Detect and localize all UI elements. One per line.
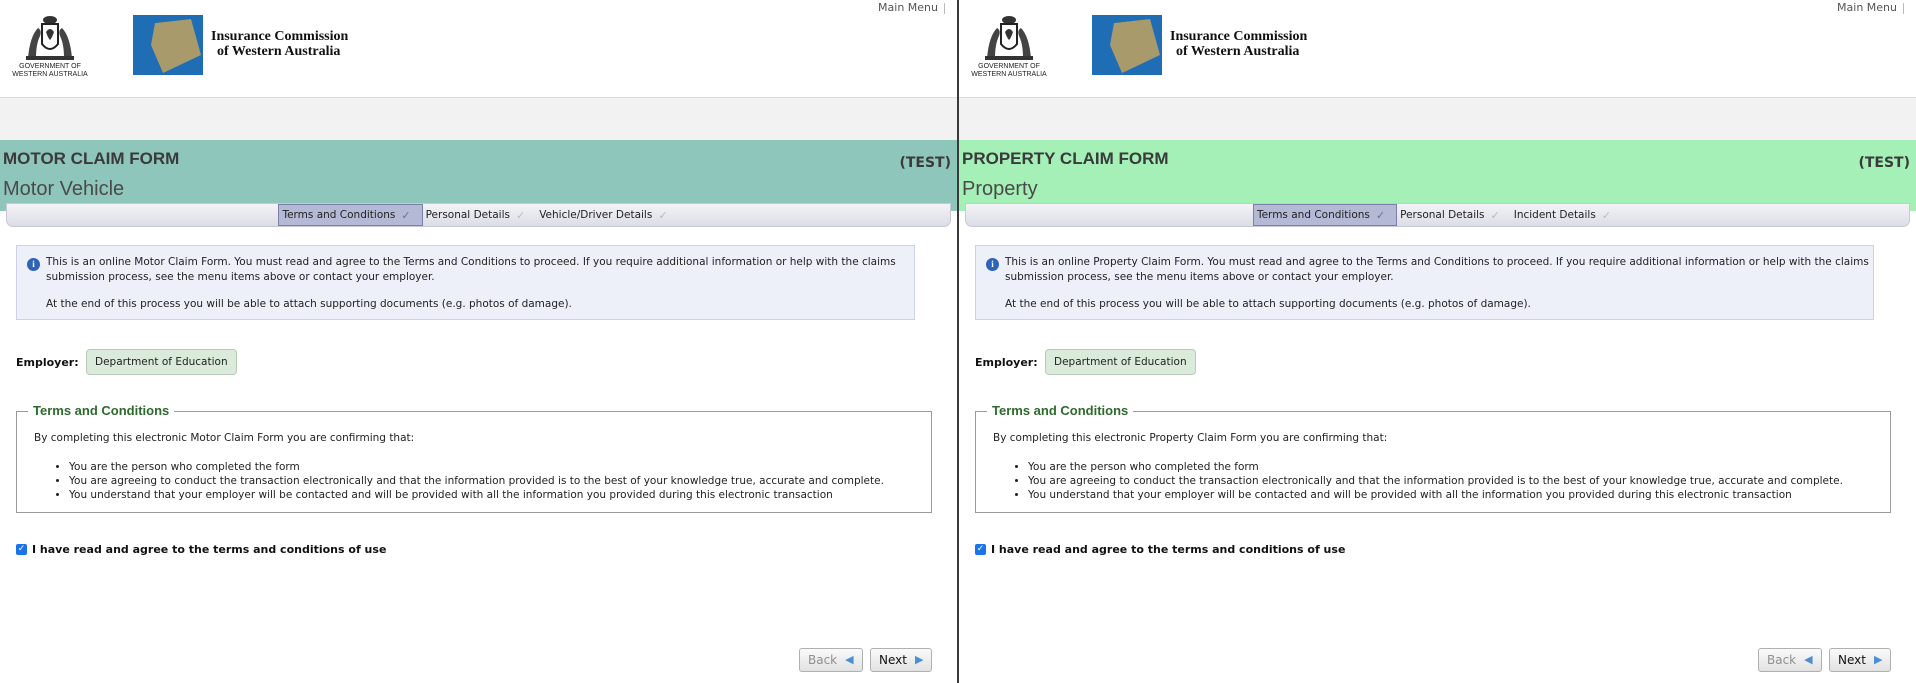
next-button-label: Next <box>879 653 907 667</box>
terms-list <box>993 460 1843 502</box>
environment-badge: (TEST) <box>899 155 951 171</box>
back-button[interactable] <box>1758 648 1822 672</box>
terms-intro: By completing this electronic Motor Claim Form you are confirming that: <box>34 432 415 444</box>
property-claim-pane <box>959 0 1916 683</box>
employer-button[interactable]: Department of Education <box>1045 349 1196 375</box>
form-title: PROPERTY CLAIM FORM <box>962 149 1169 168</box>
tab-personal-details[interactable] <box>1397 204 1511 226</box>
tab-label: Terms and Conditions <box>282 209 396 221</box>
back-button-label: Back <box>1767 653 1797 667</box>
organisation-name <box>1170 29 1307 59</box>
employer-label: Employer: <box>16 356 79 369</box>
icwa-logo-icon <box>1092 15 1162 75</box>
organisation-name-line2: of Western Australia <box>1176 44 1300 59</box>
gov-logo-line1: GOVERNMENT OF <box>19 63 81 70</box>
terms-item: • You are agreeing to conduct the transaction electronically and that the information provided is to the best of your knowledge true, accurate and complete. <box>1028 474 1843 488</box>
organisation-name <box>211 29 348 59</box>
info-icon: i <box>986 258 999 271</box>
employer-button[interactable]: Department of Education <box>86 349 237 375</box>
next-button[interactable] <box>1829 648 1891 672</box>
header-spacer <box>959 98 1916 140</box>
organisation-name-line1: Insurance Commission <box>211 29 349 44</box>
tab-label: Personal Details <box>1400 209 1485 221</box>
next-button[interactable] <box>870 648 932 672</box>
tab-label: Terms and Conditions <box>1256 209 1370 221</box>
tab-label: Incident Details <box>1513 209 1596 221</box>
tab-label: Vehicle/Driver Details <box>539 209 653 221</box>
tab-label: Personal Details <box>425 209 510 221</box>
agree-row <box>16 543 386 556</box>
organisation-name-line1: Insurance Commission <box>1170 29 1308 44</box>
header-spacer <box>0 98 957 140</box>
info-panel <box>16 245 915 320</box>
agree-checkbox[interactable]: ✓ <box>976 544 985 554</box>
tab-terms-and-conditions[interactable] <box>278 204 422 226</box>
form-banner <box>0 140 957 211</box>
form-subtitle: Motor Vehicle <box>3 178 125 200</box>
info-panel <box>975 245 1874 320</box>
terms-intro: By completing this electronic Property Claim Form you are confirming that: <box>993 432 1388 444</box>
checkmark-icon: ✓ <box>401 208 411 222</box>
organisation-name-line2: of Western Australia <box>217 44 341 59</box>
terms-item: • You are agreeing to conduct the transaction electronically and that the information provided is to the best of your knowledge true, accurate and complete. <box>69 474 884 488</box>
arrow-right-icon: ▶ <box>1873 653 1883 666</box>
arrow-left-icon: ◀ <box>1804 653 1813 666</box>
icwa-logo-icon <box>133 15 203 75</box>
tab-incident-details[interactable] <box>1511 204 1622 226</box>
form-title: MOTOR CLAIM FORM <box>3 149 180 168</box>
agree-row <box>975 543 1345 556</box>
main-menu-link[interactable]: Main Menu <box>878 1 945 14</box>
checkmark-icon: ✓ <box>1601 208 1612 222</box>
page-header <box>0 0 957 98</box>
gov-logo-line1: GOVERNMENT OF <box>978 63 1040 70</box>
terms-fieldset <box>16 403 932 513</box>
checkmark-icon: ✓ <box>515 208 526 222</box>
government-logo <box>12 10 88 80</box>
agree-checkbox[interactable]: ✓ <box>17 544 26 554</box>
page-header <box>959 0 1916 98</box>
employer-label: Employer: <box>975 356 1038 369</box>
arrow-left-icon: ◀ <box>845 653 854 666</box>
checkmark-icon: ✓ <box>1490 208 1500 222</box>
info-note: At the end of this process you will be able to attach supporting documents (e.g. photos of damage). <box>1005 298 1531 310</box>
gov-logo-line2: WESTERN AUSTRALIA <box>971 71 1047 78</box>
info-icon: i <box>27 258 40 271</box>
coat-of-arms-icon <box>18 10 82 62</box>
coat-of-arms-icon <box>977 10 1041 62</box>
form-subtitle: Property <box>962 178 1038 200</box>
next-button-label: Next <box>1838 653 1866 667</box>
terms-heading: Terms and Conditions <box>28 403 174 418</box>
step-navigation <box>6 203 951 227</box>
terms-heading: Terms and Conditions <box>987 403 1133 418</box>
government-logo <box>971 10 1047 80</box>
info-text: This is an online Motor Claim Form. You must read and agree to the Terms and Conditions to proceed. If you require additional information or help with the claims submission process, see the menu items above or contact your employer. <box>46 256 896 283</box>
back-button[interactable] <box>799 648 863 672</box>
agree-label[interactable]: I have read and agree to the terms and conditions of use <box>991 543 1346 556</box>
arrow-right-icon: ▶ <box>914 653 924 666</box>
terms-item: • You understand that your employer will be contacted and will be provided with all the information you provided during this electronic transaction <box>69 488 884 502</box>
back-button-label: Back <box>808 653 838 667</box>
tab-terms-and-conditions[interactable] <box>1253 204 1397 226</box>
tab-vehicle-driver-details[interactable] <box>536 204 678 226</box>
agree-label[interactable]: I have read and agree to the terms and conditions of use <box>32 543 387 556</box>
terms-list <box>34 460 884 502</box>
form-banner <box>959 140 1916 211</box>
terms-fieldset <box>975 403 1891 513</box>
environment-badge: (TEST) <box>1858 155 1910 171</box>
step-navigation <box>965 203 1910 227</box>
info-text: This is an online Property Claim Form. You must read and agree to the Terms and Conditions to proceed. If you require additional information or help with the claims submission process, see the menu items above or contact your employer. <box>1005 256 1869 283</box>
checkmark-icon: ✓ <box>1375 208 1386 222</box>
terms-item: • You understand that your employer will be contacted and will be provided with all the information you provided during this electronic transaction <box>1028 488 1843 502</box>
info-note: At the end of this process you will be able to attach supporting documents (e.g. photos of damage). <box>46 298 572 310</box>
terms-item: • You are the person who completed the form <box>1028 460 1843 474</box>
terms-item: • You are the person who completed the form <box>69 460 884 474</box>
checkmark-icon: ✓ <box>658 208 668 222</box>
gov-logo-line2: WESTERN AUSTRALIA <box>12 71 88 78</box>
tab-personal-details[interactable] <box>423 204 537 226</box>
main-menu-link[interactable]: Main Menu <box>1837 1 1904 14</box>
motor-claim-pane <box>0 0 957 683</box>
